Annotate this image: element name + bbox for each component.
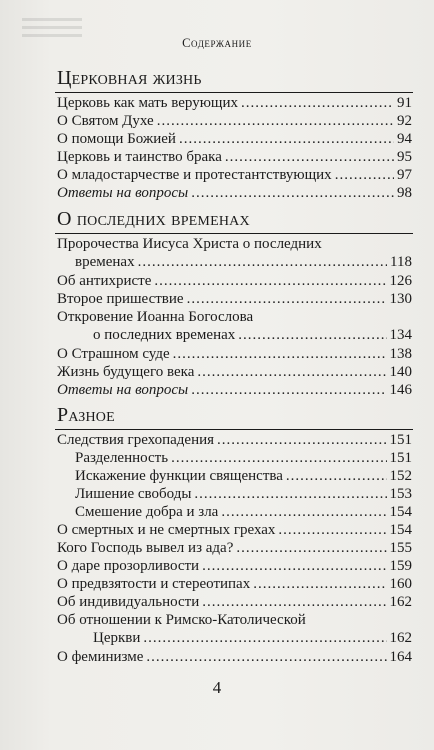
leader-dots xyxy=(202,557,386,575)
toc-entry xyxy=(57,521,412,539)
section-divider xyxy=(55,233,413,234)
toc-page-number: 160 xyxy=(389,576,412,592)
toc-entry-title-line1: Откровение Иоанна Богослова xyxy=(57,309,254,325)
toc-entry xyxy=(93,629,412,647)
toc-page-number: 162 xyxy=(389,630,412,646)
toc-page-number: 94 xyxy=(397,131,412,147)
toc-entry xyxy=(57,166,412,184)
toc-entry xyxy=(57,184,412,202)
leader-dots xyxy=(197,363,386,381)
toc-entry-title: Кого Господь вывел из ада? xyxy=(57,540,234,556)
toc-entry xyxy=(57,148,412,166)
toc-subentry xyxy=(75,449,412,467)
leader-dots xyxy=(286,467,387,485)
leader-dots xyxy=(241,94,394,112)
section-title-church-life: Церковная жизнь xyxy=(57,67,202,89)
toc-page-number: 151 xyxy=(389,450,412,466)
toc-entry-title: Искажение функции священства xyxy=(75,468,283,484)
toc-page-number: 91 xyxy=(397,95,412,111)
toc-page-number: 162 xyxy=(389,594,412,610)
toc-entry xyxy=(57,112,412,130)
toc-page-number: 140 xyxy=(389,364,412,380)
toc-entry-title: Смешение добра и зла xyxy=(75,504,219,520)
toc-entry-title: временах xyxy=(75,254,135,270)
toc-entry xyxy=(57,345,412,363)
toc-entry-title: Лишение свободы xyxy=(75,486,192,502)
leader-dots xyxy=(179,130,394,148)
toc-entry xyxy=(57,557,412,575)
toc-page-number: 154 xyxy=(389,504,412,520)
leader-dots xyxy=(191,184,394,202)
toc-entry-title: Ответы на вопросы xyxy=(57,382,189,398)
toc-page-number: 126 xyxy=(389,273,412,289)
toc-page-number: 118 xyxy=(390,254,412,270)
running-header: Содержание xyxy=(182,36,252,50)
toc-page-number: 138 xyxy=(389,346,412,362)
toc-entry xyxy=(57,94,412,112)
toc-page-number: 155 xyxy=(389,540,412,556)
leader-dots xyxy=(221,503,386,521)
leader-dots xyxy=(225,148,394,166)
toc-entry xyxy=(57,130,412,148)
toc-entry-title: О феминизме xyxy=(57,649,144,665)
toc-subentry xyxy=(75,485,412,503)
toc-page-number: 97 xyxy=(397,167,412,183)
toc-entry-title: Разделенность xyxy=(75,450,169,466)
toc-page-number: 154 xyxy=(389,522,412,538)
toc-entry xyxy=(57,381,412,399)
leader-dots xyxy=(157,112,394,130)
toc-entry xyxy=(57,539,412,557)
toc-entry xyxy=(57,431,412,449)
toc-entry-title-line1: Об отношении к Римско-Католической xyxy=(57,612,306,628)
toc-page-number: 164 xyxy=(389,649,412,665)
toc-entry-title: О Святом Духе xyxy=(57,113,154,129)
toc-entry-title: о последних временах xyxy=(93,327,236,343)
leader-dots xyxy=(278,521,386,539)
toc-entry xyxy=(57,290,412,308)
toc-entry-title: Церковь как мать верующих xyxy=(57,95,238,111)
toc-entry-title: О даре прозорливости xyxy=(57,558,200,574)
toc-page-number: 146 xyxy=(389,382,412,398)
toc-entry xyxy=(93,326,412,344)
toc-entry-title: О помощи Божией xyxy=(57,131,176,147)
leader-dots xyxy=(194,485,386,503)
leader-dots xyxy=(202,593,386,611)
toc-entry-title: Ответы на вопросы xyxy=(57,185,189,201)
toc-entry-title-line1: Пророчества Иисуса Христа о последних xyxy=(57,236,322,252)
leader-dots xyxy=(138,253,387,271)
section-title-miscellaneous: Разное xyxy=(57,404,115,426)
leader-dots xyxy=(217,431,386,449)
toc-page-number: 92 xyxy=(397,113,412,129)
toc-entry-title: Об индивидуальности xyxy=(57,594,200,610)
toc-entry-title: Следствия грехопадения xyxy=(57,432,215,448)
leader-dots xyxy=(146,648,386,666)
toc-entry xyxy=(75,253,412,271)
toc-entry-title: О младостарчестве и протестантствующих xyxy=(57,167,332,183)
toc-page-number: 152 xyxy=(389,468,412,484)
toc-entry xyxy=(57,575,412,593)
toc-page-number: 130 xyxy=(389,291,412,307)
toc-page-number: 134 xyxy=(389,327,412,343)
page-number: 4 xyxy=(212,678,222,697)
toc-entry-title: Второе пришествие xyxy=(57,291,184,307)
toc-page-number: 98 xyxy=(397,185,412,201)
section-title-last-times: О последних временах xyxy=(57,208,250,230)
leader-dots xyxy=(335,166,394,184)
leader-dots xyxy=(154,272,386,290)
toc-entry-title: Об антихристе xyxy=(57,273,152,289)
toc-entry-title: О предвзятости и стереотипах xyxy=(57,576,251,592)
leader-dots xyxy=(143,629,386,647)
toc-page-number: 153 xyxy=(389,486,412,502)
toc-page-number: 151 xyxy=(389,432,412,448)
toc-subentry xyxy=(75,503,412,521)
toc-entry xyxy=(57,593,412,611)
toc-entry xyxy=(57,648,412,666)
leader-dots xyxy=(187,290,387,308)
section-divider xyxy=(55,429,413,430)
leader-dots xyxy=(253,575,386,593)
toc-entry-title: Церкви xyxy=(93,630,141,646)
toc-entry-title: О Страшном суде xyxy=(57,346,170,362)
leader-dots xyxy=(191,381,386,399)
toc-page-number: 159 xyxy=(389,558,412,574)
leader-dots xyxy=(171,449,386,467)
toc-entry xyxy=(57,363,412,381)
toc-entry-title: О смертных и не смертных грехах xyxy=(57,522,276,538)
toc-entry-title: Жизнь будущего века xyxy=(57,364,195,380)
toc-subentry xyxy=(75,467,412,485)
toc-page-number: 95 xyxy=(397,149,412,165)
leader-dots xyxy=(238,326,386,344)
toc-entry-title: Церковь и таинство брака xyxy=(57,149,222,165)
leader-dots xyxy=(236,539,386,557)
toc-entry xyxy=(57,272,412,290)
section-divider xyxy=(55,92,413,93)
leader-dots xyxy=(173,345,387,363)
